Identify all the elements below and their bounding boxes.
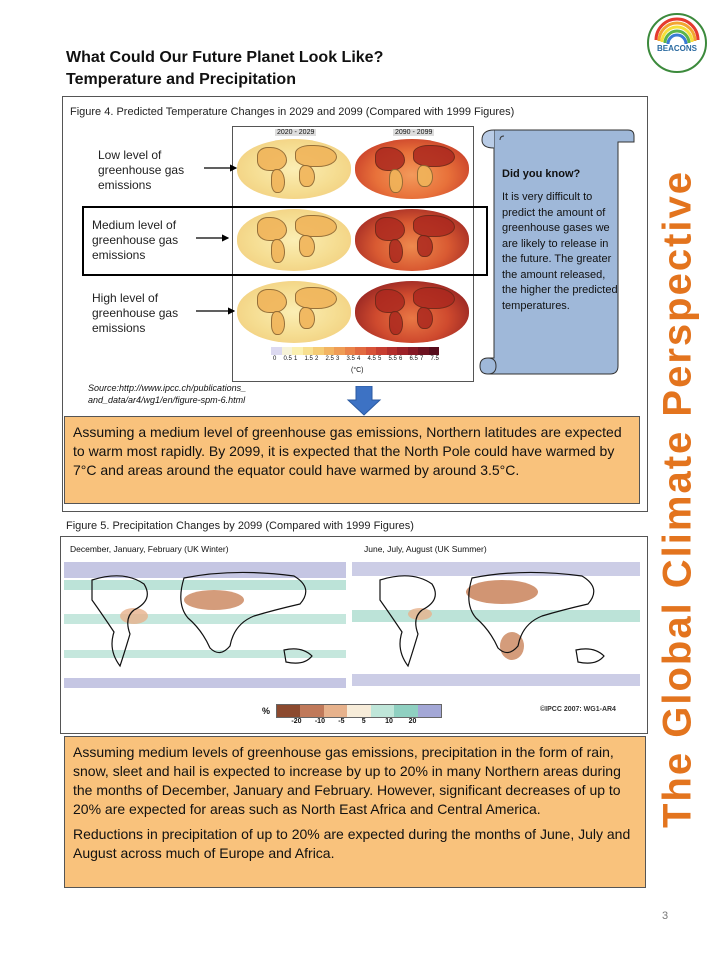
- page-subtitle: Temperature and Precipitation: [66, 71, 296, 88]
- vertical-section-title: [648, 104, 708, 894]
- col-header-2029: 2020 - 2029: [277, 129, 315, 136]
- temperature-scale-unit: (°C): [351, 367, 364, 374]
- col-header-2099: 2090 - 2099: [395, 129, 433, 136]
- temperature-tick-label: 2.5: [325, 356, 334, 362]
- did-you-know-scroll: [478, 126, 638, 378]
- temperature-tick-label: 5: [378, 356, 382, 362]
- temperature-tick-label: 6: [399, 356, 403, 362]
- precip-tick-label: 20: [408, 718, 417, 725]
- did-you-know-body: It is very difficult to predict the amount of greenhouse gases we are likely to release in the future. The greater the amount released, the higher the predicted temperatures.: [502, 191, 618, 312]
- precip-tick-label: 10: [385, 718, 393, 725]
- row-label-medium: Medium level of greenhouse gas emissions: [92, 218, 179, 262]
- precip-map-winter: [64, 554, 346, 696]
- precip-tick-label: -10: [314, 718, 325, 725]
- row-label-high: High level of greenhouse gas emissions: [92, 291, 179, 335]
- did-you-know-title: Did you know?: [502, 168, 581, 180]
- figure4-summary: Assuming a medium level of greenhouse gas emissions, Northern latitudes are expected to warm most rapidly. By 2099, it is expected that the North Pole could have warmed by 7°C and areas around the equator could have warmed by around 3.5°C.: [64, 416, 640, 504]
- temperature-tick-label: 0.5: [283, 356, 292, 362]
- precip-tick-label: 5: [361, 718, 366, 725]
- temperature-tick-label: 5.5: [388, 356, 397, 362]
- figure5-summary: [64, 736, 646, 888]
- down-arrow-icon: [346, 386, 382, 416]
- temperature-tick-label: 4: [357, 356, 361, 362]
- temperature-tick-label: 1: [294, 356, 298, 362]
- precip-map-summer: [352, 554, 640, 696]
- figure5-right-label: June, July, August (UK Summer): [364, 544, 487, 554]
- figure5-left-label: December, January, February (UK Winter): [70, 544, 229, 554]
- temperature-tick-label: 7.5: [430, 356, 439, 362]
- temperature-tick-label: 3.5: [346, 356, 355, 362]
- temperature-tick-label: 1.5: [304, 356, 313, 362]
- page-title: What Could Our Future Planet Look Like?: [66, 49, 384, 66]
- source-line-1: Source:http://www.ipcc.ch/publications_: [88, 383, 247, 393]
- precip-tick-label: -5: [338, 718, 345, 725]
- page-number: 3: [662, 910, 669, 922]
- vertical-section-title-text: The Global Climate Perspective: [655, 170, 700, 828]
- precip-scale-unit: %: [262, 706, 271, 716]
- temperature-tick-label: 0: [273, 356, 277, 362]
- figure5-caption: Figure 5. Precipitation Changes by 2099 (Compared with 1999 Figures): [66, 520, 414, 532]
- precip-tick-label: -20: [291, 718, 302, 725]
- logo-text: BEACONS: [656, 44, 697, 53]
- temperature-tick-label: 4.5: [367, 356, 376, 362]
- row-label-low: Low level of greenhouse gas emissions: [98, 148, 185, 192]
- figure5-summary-p2: Reductions in precipitation of up to 20% are expected during the months of June, July and August across much of Europe and Africa.: [73, 826, 631, 861]
- source-line-2: and_data/ar4/wg1/en/figure-spm-6.html: [88, 395, 246, 405]
- medium-row-highlight: [82, 206, 488, 276]
- figure4-source: [88, 382, 246, 406]
- temperature-tick-label: 3: [336, 356, 340, 362]
- temperature-tick-label: 2: [315, 356, 319, 362]
- precip-scale-ticks: [276, 718, 440, 728]
- figure4-caption: Figure 4. Predicted Temperature Changes in 2029 and 2099 (Compared with 1999 Figures): [70, 106, 515, 118]
- temperature-tick-label: 7: [420, 356, 424, 362]
- figure5-summary-p1: Assuming medium levels of greenhouse gas emissions, precipitation in the form of rain, snow, sleet and hail is expected to increase by up to 20% in many Northern areas during the months of December, January and February. However, significant decreases of up to 20% are expected for areas such as North East Africa and Central America.: [73, 744, 621, 817]
- ipcc-credit: ©IPCC 2007: WG1-AR4: [540, 706, 616, 713]
- temperature-tick-label: 6.5: [409, 356, 418, 362]
- precip-scale-bar: [276, 704, 442, 718]
